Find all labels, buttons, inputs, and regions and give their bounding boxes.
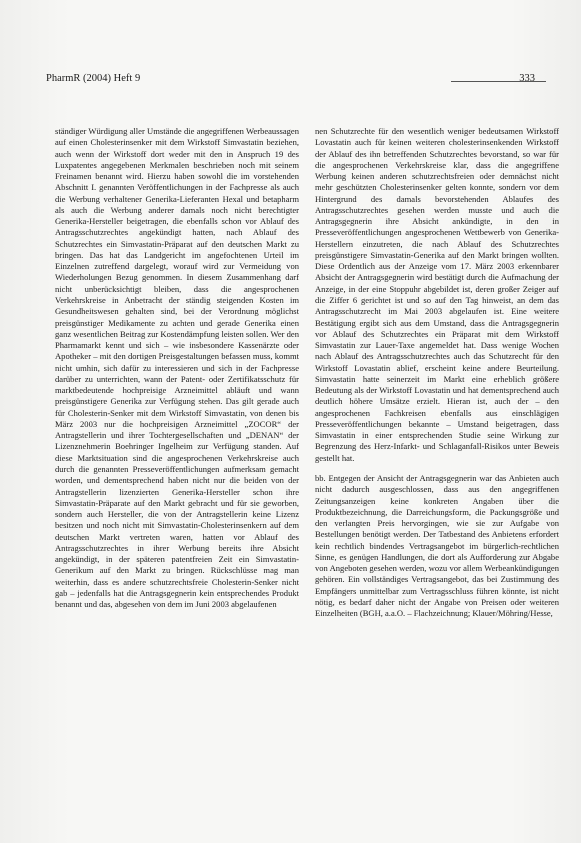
running-header bbox=[46, 73, 535, 87]
page-number: 333 bbox=[519, 73, 535, 84]
journal-reference: PharmR (2004) Heft 9 bbox=[46, 73, 141, 84]
right-column bbox=[315, 126, 559, 619]
right-column-paragraph-1: nen Schutzrechte für den wesentlich weniger bedeutsamen Wirkstoff Lovastatin auch für keinen weiteren cholesterinsenkenden Wirkstoff der Ablauf des ihn betreffenden Schutzrechtes bevorstand, so war für die angesprochenen Verkehrskreise klar, dass die angegriffene Werbung keinen anderen schutzrechtsfreien oder demnächst nicht mehr geschützten Cholesterinsenker gelten konnte, sondern vor dem Hintergrund des damals bevorstehenden Ablaufes des Antragsschutzrechtes gesehen werden musste und auch die Antragsgegnerin ihre Absicht ankündigte, in den in Presseveröffentlichungen angesprochenen Wettbewerb von Generika-Herstellern einzutreten, die nach Ablauf des Schutzrechtes preisgünstigere Simvastatin-Generika auf den Markt bringen wollten. Diese Ordentlich aus der Anzeige vom 17. März 2003 erkennbarer Absicht der Antragsgegnerin wird bestätigt durch die Aufmachung der Anzeige, in der eine Stoppuhr abgebildet ist, deren großer Zeiger auf die Ziffer 6 gerichtet ist und so auf den Tag hinweist, an dem das Antragsschutzrecht im Mai 2003 abgelaufen ist. Eine weitere Bestätigung ergibt sich aus dem Umstand, dass die Antragsgegnerin vor Ablauf des Schutzrechtes ein Präparat mit dem Wirkstoff Simvastatin zur Lauer-Taxe angemeldet hat. Dass wenige Wochen nach Ablauf des Antragsschutzrechtes auch das Schutzrecht für den Wirkstoff Lovastatin ablief, erscheint keine andere Beurteilung. Simvastatin hatte seinerzeit im Markt eine erheblich größere Bedeutung als der Wirkstoff Lovastatin und hat dementsprechend auch deutlich höhere Umsätze erzielt. Hieran ist, auch der – den angesprochenen Fachkreisen ebenfalls aus einschlägigen Presseveröffentlichungen bekannte – Umstand beigetragen, dass Simvastatin in einer entsprechenden Studie seine Wirkung zur Begrenzung des Herz-Infarkt- und Schlaganfall-Risikos unter Beweis gestellt hat. bbox=[315, 126, 559, 463]
left-column-paragraph: ständiger Würdigung aller Umstände die angegriffenen Werbeaussagen auf einen Cholesterinsenker mit dem Wirkstoff Simvastatin beziehen, auch wenn der Wirkstoff dort weder mit den in Anspruch 19 des Luxpatentes angegebenen Merkmalen beschrieben noch mit seinem Freinamen benannt wird. Hierzu haben sowohl die im vorstehenden Abschnitt I. genannten Veröffentlichungen in der Fachpresse als auch die Werbung verhaltener Generika-Lieferanten Hexal und betapharm als auch die Werbung anderer damals noch nicht berechtigter Generika-Hersteller beigetragen, die ebenfalls schon vor Ablauf des Antragsschutzrechtes angekündigt hatten, nach Ablauf des Schutzrechtes ein Simvastatin-Präparat auf den deutschen Markt zu bringen. Das hat das Landgericht im angefochtenen Urteil im Einzelnen zutreffend dargelegt, worauf wird zur Vermeidung von Wiederholungen Bezug genommen. In diesem Zusammenhang darf nicht unberücksichtigt bleiben, dass die angesprochenen Verkehrskreise in Anbetracht der ständig steigenden Kosten im Gesundheitswesen gehalten sind, bei der Verordnung möglichst preisgünstiger Medikamente zu achten und gerade Generika einen ganz wesentlichen Beitrag zur Kostendämpfung leisten sollen. Wer den Pharmamarkt kennt und sich – wie insbesondere Kassenärzte oder Apotheker – mit den dortigen Preisgestaltungen befassen muss, kommt nicht umhin, sich dafür zu interessieren und sich in der Fachpresse darüber zu unterrichten, wann der Patent- oder Zertifikatsschutz für marktbedeutende hochpreisige Arzneimittel abläuft und wann preisgünstigere Generika zur Verfügung stehen. Das gilt gerade auch für Cholesterin-Senker mit dem Wirkstoff Simvastatin, von denen bis März 2003 nur die hochpreisigen Arzneimittel „ZOCOR“ der Antragstellerin und ihrer Tochtergesellschaften und „DENAN“ der Lizenznehmerin Boehringer Ingelheim zur Verfügung standen. Auf diese Marktsituation sind die angesprochenen Verkehrskreise auch durch die genannten Presseveröffentlichungen aufmerksam gemacht worden, und dementsprechend haben nicht nur die beiden von der Antragstellerin lizenzierten Generika-Hersteller schon ihre Simvastatin-Präparate auf den Markt gebracht und für sie geworben, sondern auch Hersteller, die von der Antragstellerin keine Lizenz besitzen und noch nicht mit Simvastatin-Cholesterinsenkern auf dem deutschen Markt vertreten waren, hatten vor Ablauf des Antragsschutzrechtes in ihrer Werbung bereits ihre Absicht angekündigt, in der späteren patentfreien Zeit ein Simvastatin-Generikum auf den Markt zu bringen. Rückschlüsse mag man weiterhin, dass es andere schutzrechtsfreie Cholesterin-Senker nicht gab – jedenfalls hat die Antragsgegnerin kein entsprechendes Produkt benannt und das, abgesehen von dem im Juni 2003 abgelaufenen bbox=[55, 126, 299, 610]
right-column-paragraph-2: bb. Entgegen der Ansicht der Antragsgegnerin war das Anbieten auch nicht dadurch ausgeschlossen, dass aus den angegriffenen Zeitungsanzeigen keine konkreten Angaben über die Produktbezeichnung, die Darreichungsform, die Packungsgröße und den verlangten Preis hervorgingen, wie sie zur Aufgabe von Bestellungen benötigt werden. Der Tatbestand des Anbietens erfordert kein rechtlich bindendes Vertragsangebot im bürgerlich-rechtlichen Sinne, es genügen Handlungen, die dort als Aufforderung zur Abgabe von Angeboten gesehen werden, wozu vor allem Werbeankündigungen gehören. Ein vollständiges Vertragsangebot, das bei Zustimmung des Empfängers unmittelbar zum Vertragsschluss führen könnte, ist nicht nötig, es bedarf daher nicht der Angabe von Preisen oder weiteren Einzelheiten (BGH, a.a.O. – Flachzeichnung; Klauer/Möhring/Hesse, bbox=[315, 472, 559, 619]
left-column bbox=[55, 126, 299, 610]
